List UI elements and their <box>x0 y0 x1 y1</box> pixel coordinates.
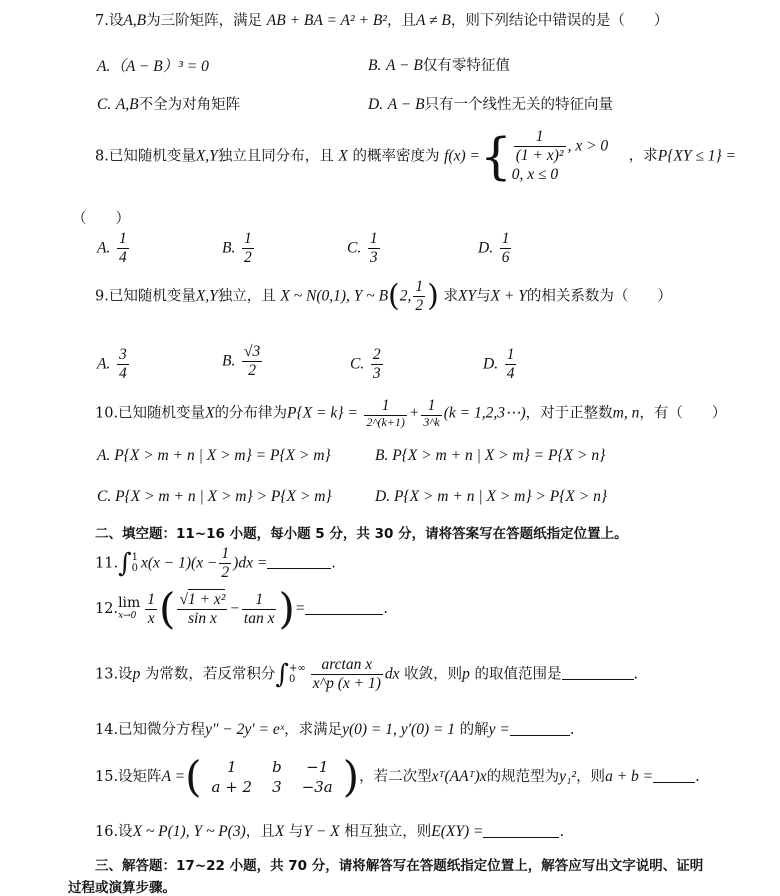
q7-option-a: A.（A − B）³ = 0 <box>97 58 209 75</box>
matrix-a: 1 b −1 a + 2 3 −3a <box>211 758 333 796</box>
q8-answer-paren: （ ） <box>72 211 130 227</box>
q9-option-a: A. $\frac{3}{4}$ <box>97 346 127 382</box>
sqrt-icon: √ <box>179 590 188 608</box>
q8-stem: 8.已知随机变量X,Y独立且同分布，且 X 的概率密度为 f(x) ={ $\frac{1}{\text{(1 + x)²}}$ , x > 0 0, x ≤ 0 ，求P{XY ≤ 1} = <box>95 127 737 186</box>
q8-option-d: D. $\frac{1}{6}$ <box>478 230 510 266</box>
q13: 13.设p 为常数，若反常积分∫ +∞ 0 $\frac{\text{arctan x}}{x\^{}p (x + 1)}$ dx 收敛，则p 的取值范围是 . <box>95 656 639 692</box>
section-3-heading-line2: 过程或演算步骤。 <box>68 880 176 896</box>
q7-option-c: C. A,B不全为对角矩阵 <box>97 96 241 113</box>
section-2-heading: 二、填空题：11~16 小题，每小题 5 分，共 30 分，请将答案写在答题纸指定位置上。 <box>95 526 628 542</box>
q10-option-a: A. P{X > m + n | X > m} = P{X > m} <box>97 447 331 464</box>
q12-answer-blank[interactable] <box>305 602 383 615</box>
q13-answer-blank[interactable] <box>562 667 634 680</box>
q16: 16.设X ~ P(1), Y ~ P(3)，且X 与Y − X 相互独立，则E(XY) = . <box>95 823 565 840</box>
q9-option-d: D. $\frac{1}{4}$ <box>483 346 515 382</box>
q10-option-d: D. P{X > m + n | X > m} > P{X > n} <box>375 488 608 505</box>
q8-density-cases: $\frac{1}{\text{(1 + x)²}}$ , x > 0 0, x ≤ 0 <box>511 128 609 183</box>
q9-stem: 9.已知随机变量X,Y独立，且 X ~ N(0,1), Y ~ B(2, $\frac{1}{2}$ ) 求XY与X + Y的相关系数为（ ） <box>95 278 672 314</box>
q15: 15.设矩阵A =( 1 b −1 a + 2 3 −3a )，若二次型xᵀ(AAᵀ)x的规范型为y₁²，则a + b = . <box>95 752 700 801</box>
q16-answer-blank[interactable] <box>483 825 559 838</box>
q10-option-c: C. P{X > m + n | X > m} > P{X > m} <box>97 488 332 505</box>
q8-option-a: A. $\frac{1}{4}$ <box>97 230 127 266</box>
q11-answer-blank[interactable] <box>267 556 331 569</box>
q7-option-d: D. A − B只有一个线性无关的特征向量 <box>368 96 614 113</box>
q14-answer-blank[interactable] <box>510 723 570 736</box>
q11: 11.∫ 1 0 x(x − 1)(x − $\frac{1}{2}$ )dx = . <box>95 545 336 581</box>
q15-answer-blank[interactable] <box>653 770 695 783</box>
q12: 12. lim x→0 $\frac{1}{x}$ ( $\frac{\text{√1 + x²}}{\text{sin x}}$ − $\frac{1}{\text{tan x}}$ )= . <box>95 584 388 633</box>
integral-sign-icon: ∫ <box>118 548 132 579</box>
q8-option-c: C. $\frac{1}{3}$ <box>347 230 378 266</box>
q10-stem: 10.已知随机变量X的分布律为P{X = k} = $\frac{1}{2\^{}(k+1)}$ + $\frac{1}{3\^{}k}$ (k = 1,2,3⋯)，对于正整数m, n，有（ ） <box>95 397 727 429</box>
q7-stem: 7.设A,B为三阶矩阵，满足 AB + BA = A² + B²，且A ≠ B，则下列结论中错误的是（ ） <box>95 12 669 29</box>
q9-option-b: B. $\frac{√3}{2}$ <box>222 343 261 379</box>
section-3-heading-line1: 三、解答题：17~22 小题，共 70 分，请将解答写在答题纸指定位置上，解答应写出文字说明、证明 <box>95 858 704 874</box>
integral-sign-icon: ∫ <box>275 659 289 690</box>
q9-option-c: C. $\frac{2}{3}$ <box>350 346 381 382</box>
q8-option-b: B. $\frac{1}{2}$ <box>222 230 252 266</box>
q10-option-b: B. P{X > m + n | X > m} = P{X > n} <box>375 447 606 464</box>
q7-option-b: B. A − B仅有零特征值 <box>368 57 510 74</box>
q14: 14.已知微分方程y″ − 2y′ = eˣ，求满足y(0) = 1, y′(0) = 1 的解y = . <box>95 721 575 738</box>
